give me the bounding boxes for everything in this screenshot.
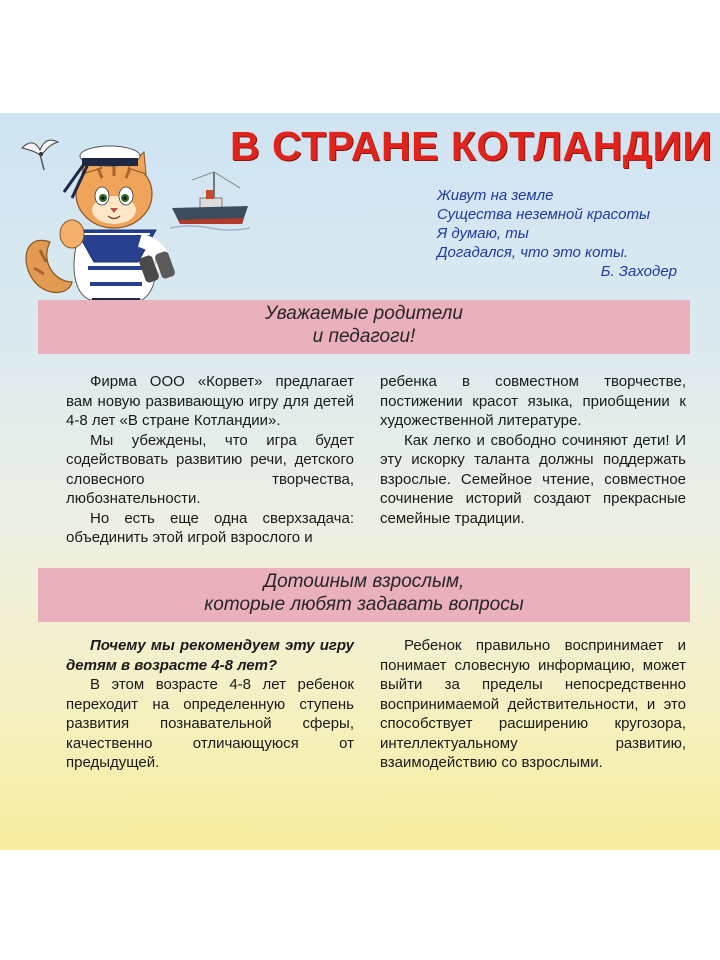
paragraph: В этом возрасте 4-8 лет ребенок переходит на определенную ступень развития познавательной сферы, качественно отличающуюся от предыдущей. bbox=[66, 676, 354, 771]
banner-line: которые любят задавать вопросы bbox=[204, 594, 524, 615]
answer-column-right bbox=[380, 636, 686, 773]
paragraph: Фирма ООО «Корвет» предлагает вам новую развивающую игру для детей 4-8 лет «В стране Котландии». bbox=[66, 373, 354, 429]
poem-line: Живут на земле bbox=[437, 187, 554, 204]
parents-section-banner bbox=[38, 300, 690, 354]
questions-section-banner bbox=[38, 568, 690, 622]
poem-author: Б. Заходер bbox=[600, 263, 677, 280]
intro-column-right bbox=[380, 372, 686, 528]
epigraph-poem bbox=[437, 186, 677, 281]
banner-line: Дотошным взрослым, bbox=[263, 571, 465, 592]
paragraph: Мы убеждены, что игра будет содействовать развитию речи, детского словесного творчества, любознательности. bbox=[66, 431, 354, 507]
paragraph: Ребенок правильно воспринимает и понимает словесную информацию, может выйти за пределы непосредственно воспринимаемой действительности, и это способствует расширению кругозора, интеллектуальному развитию, взаимодействию со взрослыми. bbox=[380, 637, 686, 771]
intro-column-left bbox=[66, 372, 354, 548]
banner-line: Уважаемые родители bbox=[265, 303, 463, 324]
banner-line: и педагоги! bbox=[312, 326, 416, 347]
poem-line: Догадался, что это коты. bbox=[437, 244, 629, 261]
paragraph: ребенка в совместном творчестве, постижении красот языка, приобщении к художественной литературе. bbox=[380, 373, 686, 429]
poem-line: Я думаю, ты bbox=[437, 225, 529, 242]
answer-column-left bbox=[66, 636, 354, 773]
paragraph: Но есть еще одна сверхзадача: объединить этой игрой взрослого и bbox=[66, 509, 354, 546]
page-title: В СТРАНЕ КОТЛАНДИИ bbox=[230, 123, 713, 169]
paragraph: Как легко и свободно сочиняют дети! И эту искорку таланта должны поддержать взрослые. Семейное чтение, совместное сочинение историй создают прекрасные семейные традиции. bbox=[380, 431, 686, 527]
question-heading: Почему мы рекомендуем эту игру детям в возрасте 4-8 лет? bbox=[66, 637, 354, 674]
poem-line: Существа неземной красоты bbox=[437, 206, 651, 223]
